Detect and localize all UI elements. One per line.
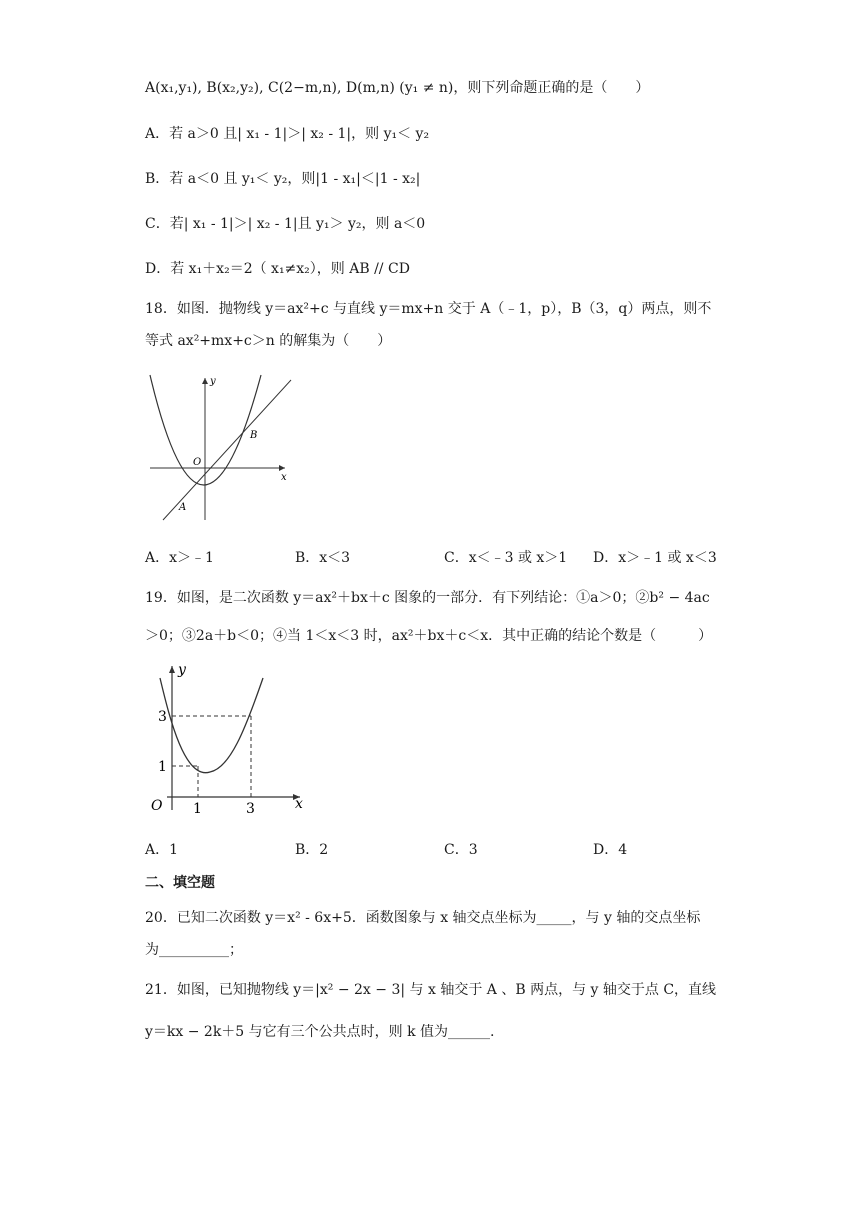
q19-stem-line2: ＞0；③2a＋b＜0；④当 1＜x＜3 时，ax²＋bx＋c＜x．其中正确的结论个数是（ ） bbox=[145, 628, 713, 644]
q18-line bbox=[163, 380, 291, 520]
q19-label-y: y bbox=[178, 662, 186, 678]
q19-stem-line1: 19．如图，是二次函数 y＝ax²＋bx＋c 图象的一部分．有下列结论：①a＞0；②b² − 4ac bbox=[145, 590, 710, 606]
q21-stem-line1: 21．如图，已知抛物线 y＝|x² − 2x − 3| 与 x 轴交于 A 、B 两点，与 y 轴交于点 C，直线 bbox=[145, 982, 717, 998]
q18-label-b: B bbox=[250, 430, 258, 441]
q18-option-b: B．x＜3 bbox=[295, 550, 351, 566]
q19-option-d: D．4 bbox=[593, 842, 628, 858]
q20-stem-line2: 为__________； bbox=[145, 942, 243, 958]
q19-y-arrow bbox=[169, 666, 175, 673]
q18-label-o: O bbox=[193, 457, 202, 468]
q19-label-x: x bbox=[295, 796, 303, 812]
q19-option-a: A．1 bbox=[145, 842, 179, 858]
q18-label-a: A bbox=[179, 502, 187, 513]
q17-option-c: C．若| x₁ - 1|＞| x₂ - 1|且 y₁＞ y₂，则 a＜0 bbox=[145, 216, 426, 232]
q19-option-c: C．3 bbox=[444, 842, 478, 858]
q19-tick-x3: 3 bbox=[246, 801, 255, 815]
q18-option-a: A．x＞﹣1 bbox=[145, 550, 214, 566]
q17-option-d: D．若 x₁＋x₂＝2（ x₁≠x₂），则 AB // CD bbox=[145, 261, 410, 277]
q19-figure bbox=[145, 660, 315, 815]
q19-parabola bbox=[160, 678, 263, 773]
q18-figure bbox=[145, 370, 295, 525]
q21-stem-line2: y＝kx − 2k＋5 与它有三个公共点时，则 k 值为______. bbox=[145, 1024, 495, 1040]
q18-option-c: C．x＜﹣3 或 x＞1 bbox=[444, 550, 568, 566]
q19-tick-x1: 1 bbox=[193, 801, 202, 815]
q19-label-o: O bbox=[151, 798, 163, 814]
q18-stem-line2: 等式 ax²+mx+c＞n 的解集为（ ） bbox=[145, 333, 392, 349]
section-heading-fill-blank: 二、填空题 bbox=[145, 875, 215, 891]
q18-x-arrow bbox=[279, 465, 285, 471]
q19-tick-y1: 1 bbox=[158, 759, 167, 775]
q17-points: A(x₁,y₁), B(x₂,y₂), C(2−m,n), D(m,n) (y₁ ≠ n) bbox=[145, 80, 454, 96]
q17-option-a: A．若 a＞0 且| x₁ - 1|＞| x₂ - 1|，则 y₁＜ y₂ bbox=[145, 126, 430, 142]
q19-option-b: B．2 bbox=[295, 842, 329, 858]
q19-tick-y3: 3 bbox=[158, 709, 167, 725]
q17-tail: ，则下列命题正确的是（ ） bbox=[453, 80, 650, 96]
q18-stem-line1: 18．如图．抛物线 y＝ax²+c 与直线 y＝mx+n 交于 A（﹣1，p），B（3，q）两点，则不 bbox=[145, 301, 712, 317]
q18-label-y: y bbox=[210, 376, 216, 387]
q20-stem-line1: 20．已知二次函数 y＝x² - 6x+5．函数图象与 x 轴交点坐标为_____，与 y 轴的交点坐标 bbox=[145, 910, 701, 926]
q17-option-b: B．若 a＜0 且 y₁＜ y₂，则|1 - x₁|＜|1 - x₂| bbox=[145, 171, 421, 187]
q18-option-d: D．x＞﹣1 或 x＜3 bbox=[593, 550, 717, 566]
q17-points-line bbox=[145, 78, 649, 98]
q18-label-x: x bbox=[281, 472, 287, 483]
q18-y-arrow bbox=[202, 378, 208, 384]
